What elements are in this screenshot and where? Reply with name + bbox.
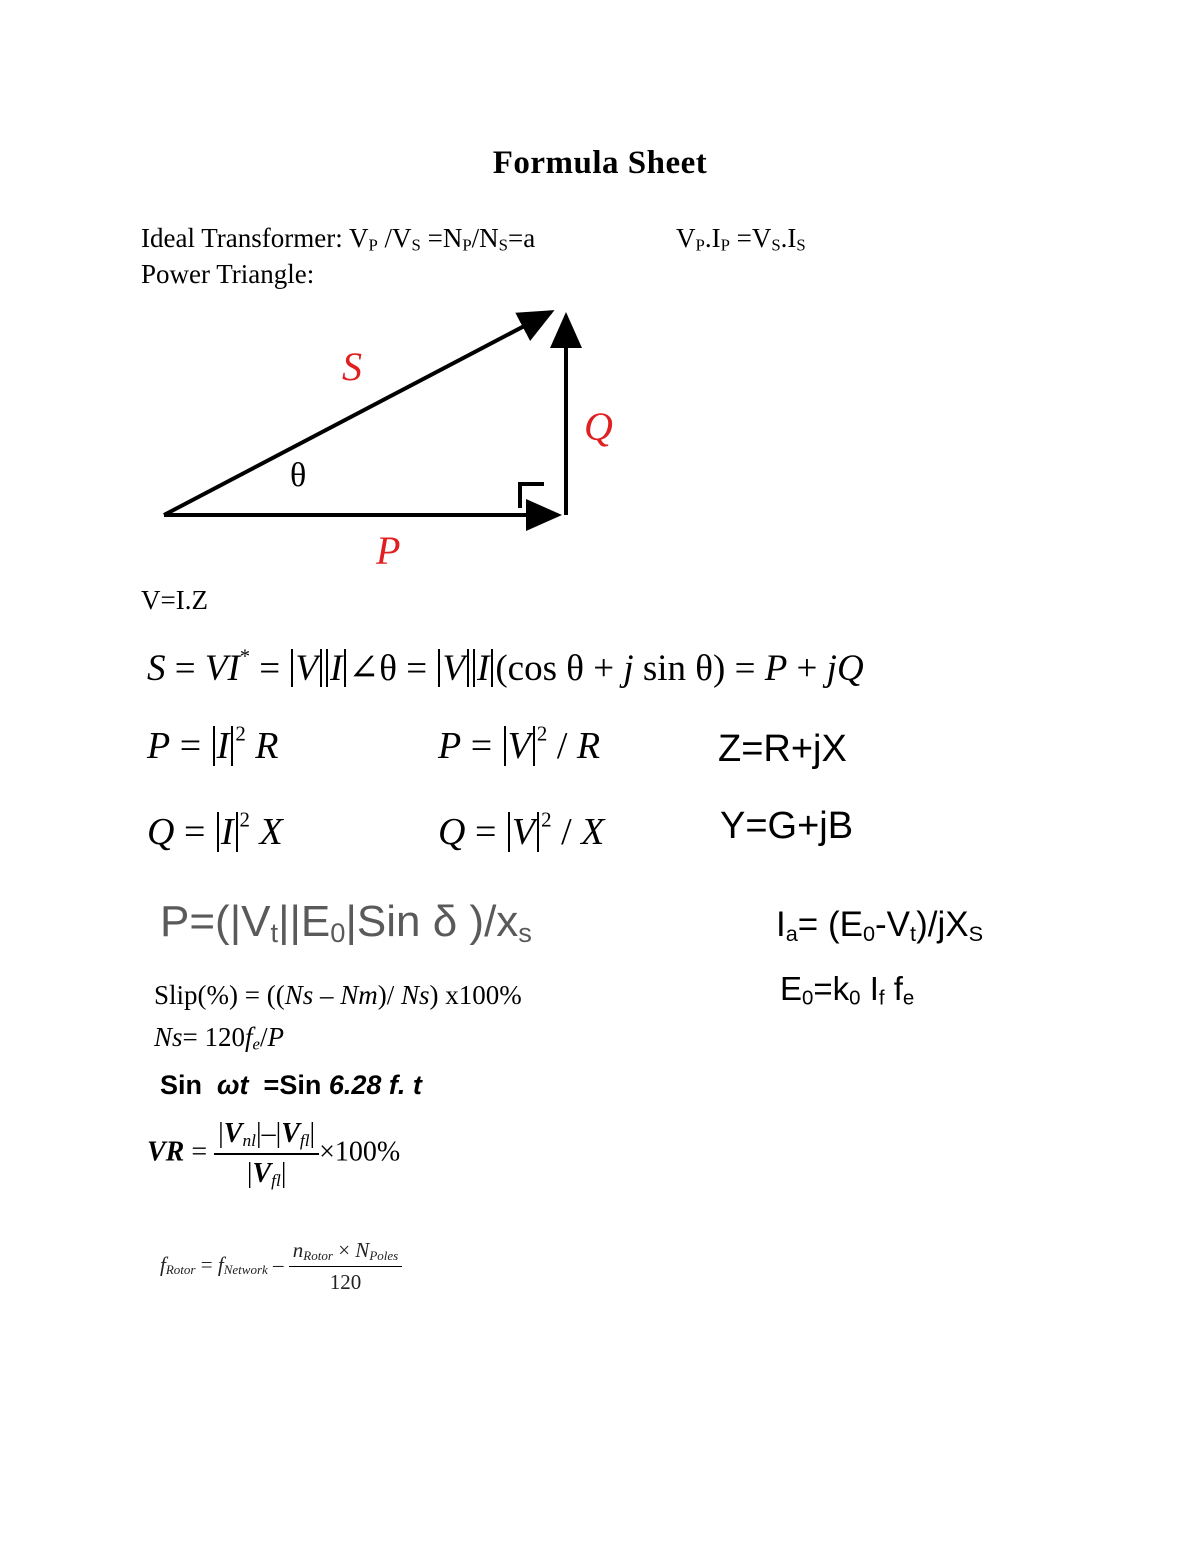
rotor-frequency-formula: $f_{Rotor} = f_{Network}$ – $\frac{n_{Rotor} \times N_{Poles}}{120}$ <box>160 1238 402 1295</box>
ideal-transformer-label: Ideal Transformer: <box>141 223 343 253</box>
right-angle-marker <box>520 484 544 508</box>
sine-formula: Sin ωt =Sin 6.28 f. t <box>160 1070 422 1100</box>
ohm-law: V=I.Z <box>141 585 208 615</box>
s-vector <box>164 312 551 515</box>
sync-speed-formula: $Ns= 120f_e/P$ <box>154 1022 284 1054</box>
admittance-formula: Y=G+jB <box>720 805 854 847</box>
q-label: Q <box>584 404 613 449</box>
real-power-current-formula: P = I $^2$ R <box>147 721 279 767</box>
page-title: Formula Sheet <box>492 145 708 181</box>
s-label: S <box>342 344 362 389</box>
transformer-ratio: $V_P$ $/V_S =N_P/N_S=a$ <box>348 223 536 255</box>
reactive-power-current-formula: Q = I $^2$ X <box>147 807 283 853</box>
transformer-power-equality: $V_P.I_P =V_S.I_S$ <box>676 223 806 255</box>
p-label: P <box>376 528 401 573</box>
complex-power-formula: S = VI* = V I ∠θ = V I (cos θ + j sin θ) = P + jQ <box>147 645 864 689</box>
power-triangle-label: Power Triangle: <box>141 259 315 289</box>
voltage-regulation-formula: VR = $\frac{|V_{nl}|-|V_{fl}|}{|V_{fl}|}$ ×100% <box>147 1118 401 1190</box>
vr-fraction: $\frac{|V_{nl}|-|V_{fl}|}{|V_{fl}|}$ <box>214 1118 319 1190</box>
slip-formula: Slip(%) = ((Ns – Nm)/ Ns) x100% <box>154 980 522 1010</box>
induced-emf-formula: $E_0=k_0$ $I_f$ $f_e$ <box>780 970 915 1010</box>
theta-label: θ <box>290 457 307 494</box>
power-triangle-diagram <box>140 290 660 580</box>
reactive-power-voltage-formula: Q = V $^2$ / X <box>438 807 605 853</box>
impedance-formula: Z=R+jX <box>718 728 847 770</box>
rotor-frequency-fraction: $\frac{n_{Rotor} \times N_{Poles}}{120}$ <box>289 1238 402 1295</box>
ideal-transformer-formula <box>141 223 535 254</box>
synchronous-power-formula: $P=(|V_t||E_0|Sin$ δ )$/x_s$ <box>160 897 532 948</box>
real-power-voltage-formula: P = V $^2$ / R <box>438 721 601 767</box>
armature-current-formula: $I_a= (E_0-V_t)/jX_S$ <box>776 905 984 946</box>
